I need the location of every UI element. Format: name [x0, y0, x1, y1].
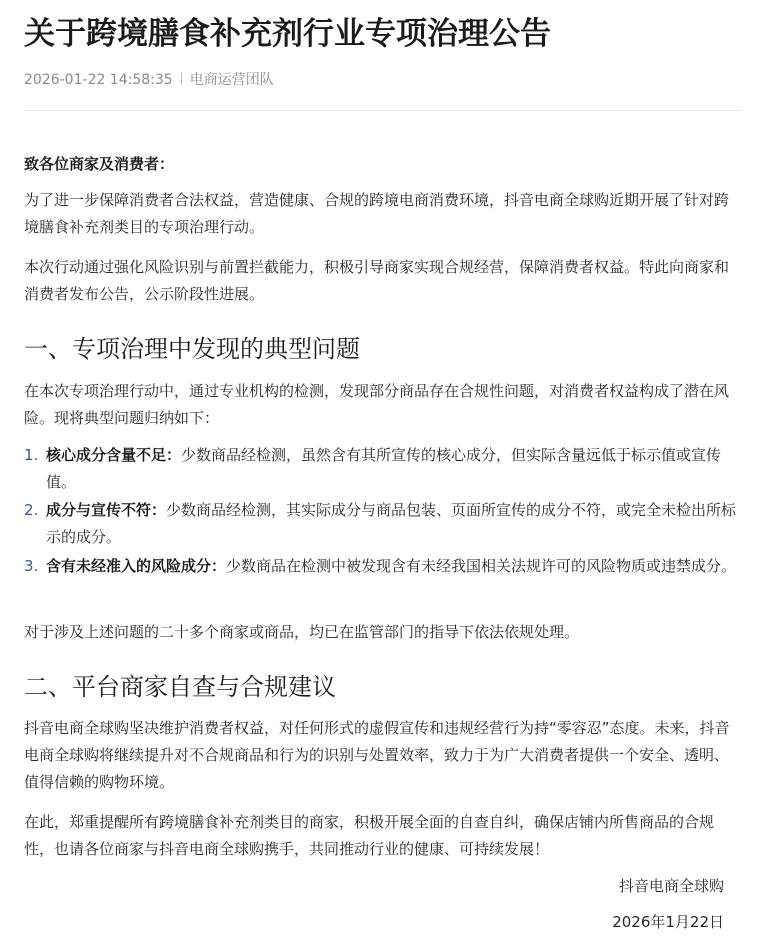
list-item-text: 少数商品在检测中被发现含有未经我国相关法规许可的风险物质或违禁成分。 — [226, 557, 737, 575]
section-2-heading: 二、平台商家自查与合规建议 — [24, 673, 336, 701]
signature-org: 抖音电商全球购 — [618, 877, 724, 895]
publish-datetime: 2026-01-22 14:58:35 — [24, 72, 173, 88]
list-item — [24, 497, 740, 551]
section-1-closing: 对于涉及上述问题的二十多个商家或商品，均已在监管部门的指导下依法依规处理。 — [24, 623, 580, 641]
list-item-number: 3. — [24, 557, 39, 575]
list-item — [24, 553, 740, 580]
meta-divider — [181, 72, 182, 85]
author-name[interactable]: 电商运营团队 — [189, 72, 274, 88]
list-item-text: 少数商品经检测，虽然含有其所宣传的核心成分，但实际含量远低于标示值或宣传值。 — [46, 446, 722, 491]
list-item-number: 2. — [24, 501, 39, 519]
intro-paragraph-1: 为了进一步保障消费者合法权益，营造健康、合规的跨境电商消费环境，抖音电商全球购近期开展了针对跨境膳食补充剂类目的专项治理行动。 — [24, 191, 730, 236]
list-item-text: 少数商品经检测，其实际成分与商品包装、页面所宣传的成分不符，或完全未检出所标示的成分。 — [46, 501, 737, 546]
section-2-paragraph-1: 抖音电商全球购坚决维护消费者权益，对任何形式的虚假宣传和违规经营行为持“零容忍”态度。未来，抖音电商全球购将继续提升对不合规商品和行为的识别与处置效率，致力于为广大消费者提供一个安全、透明、值得信赖的购物环境。 — [24, 719, 730, 791]
list-item — [24, 442, 740, 496]
list-item-term: 含有未经准入的风险成分： — [46, 557, 227, 575]
section-2-paragraph-2: 在此，郑重提醒所有跨境膳食补充剂类目的商家，积极开展全面的自查自纠，确保店铺内所售商品的合规性，也请各位商家与抖音电商全球购携手，共同推动行业的健康、可持续发展！ — [24, 813, 715, 858]
list-item-number: 1. — [24, 446, 39, 464]
signature-date: 2026年1月22日 — [612, 913, 724, 931]
section-1-lead: 在本次专项治理行动中，通过专业机构的检测，发现部分商品存在合规性问题，对消费者权益构成了潜在风险。现将典型问题归纳如下： — [24, 382, 730, 427]
intro-paragraph-2: 本次行动通过强化风险识别与前置拦截能力，积极引导商家实现合规经营，保障消费者权益。特此向商家和消费者发布公告，公示阶段性进展。 — [24, 258, 730, 303]
list-item-term: 成分与宣传不符： — [46, 501, 167, 519]
section-1-heading: 一、专项治理中发现的典型问题 — [24, 335, 360, 363]
header-divider — [24, 110, 740, 111]
list-item-term: 核心成分含量不足： — [46, 446, 182, 464]
page-title: 关于跨境膳食补充剂行业专项治理公告 — [24, 16, 551, 52]
article-meta — [24, 70, 274, 90]
salutation: 致各位商家及消费者： — [24, 155, 175, 173]
